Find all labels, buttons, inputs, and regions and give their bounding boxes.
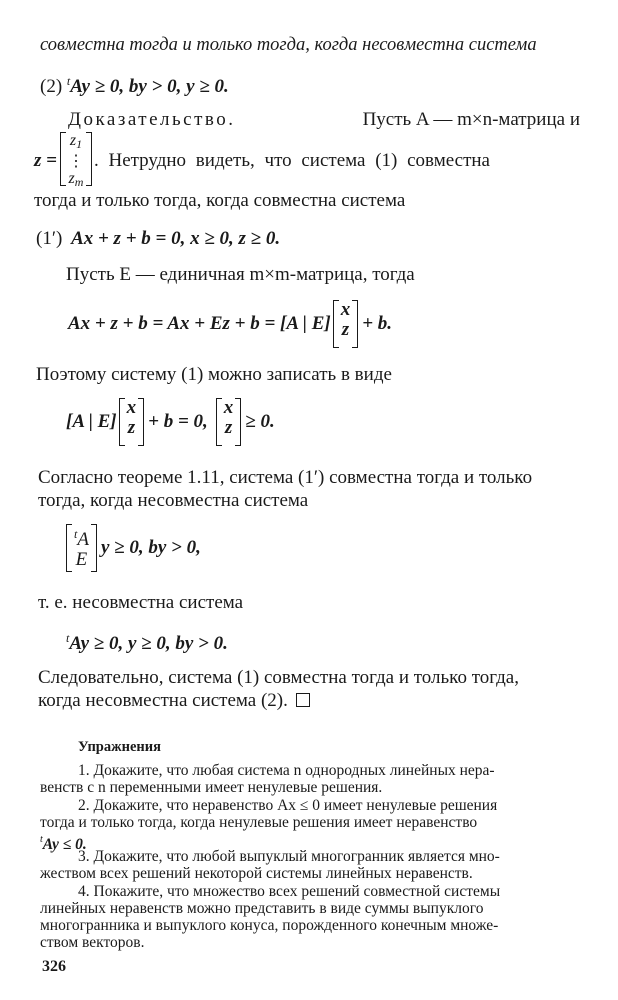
proof-word: Доказательство.: [68, 109, 236, 130]
text-line: Следовательно, система (1) совместна тогда и только тогда,: [38, 667, 519, 688]
transpose-mark: t: [66, 74, 71, 88]
text-line: совместна тогда и только тогда, когда несовместна система: [40, 35, 537, 55]
xz-column-vector: x z: [119, 398, 145, 446]
exercise-item: 4. Покажите, что множество всех решений совместной системы: [78, 883, 501, 900]
xz-column-vector: x z: [333, 300, 359, 348]
z-definition-line: [34, 131, 490, 189]
text-line: тогда и только тогда, когда совместна система: [34, 190, 406, 211]
formula: Ay ≥ 0, by > 0, y ≥ 0.: [70, 76, 229, 97]
page-number: 326: [42, 958, 66, 975]
text-line: т. е. несовместна система: [38, 592, 244, 613]
formula-line: [68, 298, 392, 350]
formula-line: $^t$Ay ≥ 0, y ≥ 0, by > 0.: [66, 631, 228, 654]
exercise-item: 1. Докажите, что любая система n однородных линейных нера-: [78, 762, 495, 779]
exercise-item: 2. Докажите, что неравенство Ax ≤ 0 имеет ненулевые решения: [78, 797, 498, 814]
formula: [A | E]: [66, 411, 117, 432]
proof-text: Пусть A — m×n-матрица и: [362, 109, 580, 130]
formula-line-2: [40, 69, 229, 99]
formula: Ax + z + b = 0, x ≥ 0, z ≥ 0.: [71, 228, 281, 249]
formula: Ax + z + b = Ax + Ez + b = [A | E]: [68, 313, 331, 334]
exercise-item: венств с n переменными имеет ненулевые решения.: [40, 779, 383, 796]
qed-square-icon: [296, 693, 310, 707]
text-line: тогда, когда несовместна система: [38, 490, 309, 511]
formula: Ay ≥ 0, y ≥ 0, by > 0.: [69, 633, 228, 654]
vector-entries: z1 ⋮ zm: [67, 131, 84, 189]
right-bracket: [86, 132, 92, 186]
equation-number: (2): [40, 76, 63, 97]
formula-line: [66, 522, 201, 574]
exercise-item: тогда и только тогда, когда ненулевые решения имеет неравенство: [40, 814, 478, 831]
exercises-heading: Упражнения: [78, 739, 161, 755]
equation-number: (1′): [36, 228, 63, 249]
xz-column-vector: x z: [216, 398, 242, 446]
text-line: когда несовместна система (2).: [38, 689, 310, 713]
exercise-item: многогранника и выпуклого конуса, порожденного конечным множе-: [40, 917, 499, 934]
proof-line: [68, 108, 580, 132]
exercise-item: ством векторов.: [40, 934, 145, 951]
formula: + b.: [362, 313, 393, 334]
exercise-item: $^t$Ay ≤ 0.: [40, 834, 87, 853]
formula: y ≥ 0, by > 0,: [100, 537, 201, 558]
exercise-item: 3. Докажите, что любой выпуклый многогранник является мно-: [78, 848, 500, 865]
formula-line: [66, 396, 275, 448]
formula: ≥ 0.: [245, 411, 275, 432]
z-column-vector: [60, 132, 92, 191]
text-line: Согласно теореме 1.11, система (1′) совместна тогда и только: [38, 467, 533, 488]
ae-column-matrix: $^t$A E: [66, 524, 97, 572]
text-line: Поэтому систему (1) можно записать в виде: [36, 364, 392, 385]
text-line: Пусть E — единичная m×m-матрица, тогда: [66, 264, 415, 285]
text-line: . Нетрудно видеть, что система (1) совместна: [93, 150, 490, 171]
exercise-item: линейных неравенств можно представить в виде суммы выпуклого: [40, 900, 484, 917]
z-symbol: z =: [34, 150, 57, 171]
formula-line-1prime: [36, 227, 280, 251]
exercise-item: жеством всех решений некоторой системы линейных неравенств.: [40, 865, 473, 882]
formula: + b = 0,: [148, 411, 208, 432]
